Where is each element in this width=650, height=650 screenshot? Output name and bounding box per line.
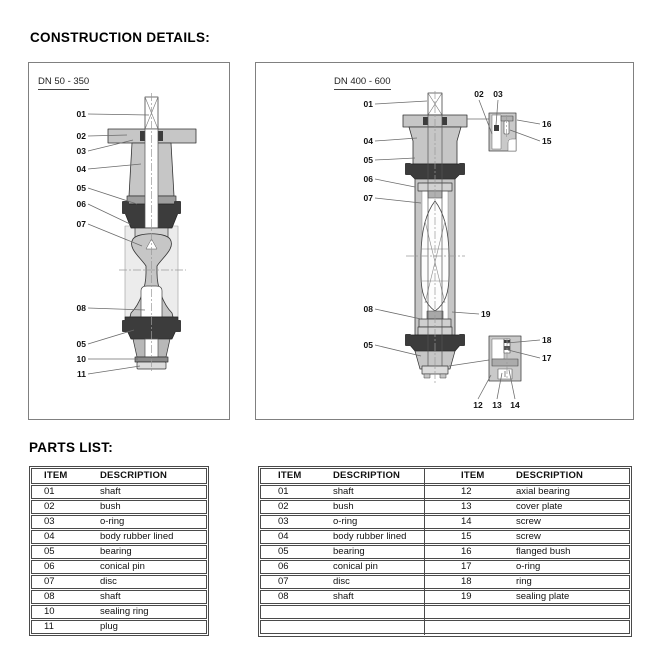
detail-view-bottom: [489, 336, 521, 381]
callout-12: 12: [473, 400, 483, 410]
description-cell: o-ring: [333, 516, 358, 527]
bush-seal: [140, 131, 145, 141]
description-cell: screw: [516, 516, 541, 527]
table-row: [31, 590, 207, 604]
item-cell: 03: [44, 516, 55, 527]
table-row: [31, 530, 207, 544]
range-label-dn50-350: DN 50 - 350: [38, 76, 89, 90]
table-row: [31, 485, 207, 499]
table-row: [260, 620, 630, 634]
item-cell: 08: [278, 591, 289, 602]
parts-table-dn400-600: [258, 466, 632, 637]
callout-08: 08: [363, 304, 373, 314]
description-cell: flanged bush: [516, 546, 571, 557]
description-cell: screw: [516, 531, 541, 542]
item-cell: 12: [461, 486, 472, 497]
description-cell: body rubber lined: [100, 531, 174, 542]
lower-pin-right: [459, 334, 465, 346]
item-cell: 16: [461, 546, 472, 557]
callout-02: 02: [474, 89, 484, 99]
table-row: [31, 620, 207, 634]
callout-leader: [88, 366, 140, 374]
table-row: [31, 605, 207, 619]
diagram-box-dn400-600: [255, 62, 634, 420]
description-cell: disc: [100, 576, 117, 587]
callout-leader: [88, 114, 149, 115]
item-cell: 05: [44, 546, 55, 557]
description-cell: plug: [100, 621, 118, 632]
callout-leader: [375, 179, 415, 187]
callout-06: 06: [76, 199, 86, 209]
item-header: ITEM: [461, 470, 485, 481]
item-cell: 10: [44, 606, 55, 617]
callout-14: 14: [510, 400, 520, 410]
callout-03: 03: [493, 89, 503, 99]
o-ring-detail: [494, 125, 499, 131]
callout-leader: [375, 138, 417, 141]
description-cell: cover plate: [516, 501, 563, 512]
table-row: [260, 530, 630, 544]
table-row: [260, 500, 630, 514]
table-row: [260, 605, 630, 619]
callout-leader: [375, 158, 415, 160]
valve-cross-section: [403, 91, 521, 383]
o-ring-seal: [442, 117, 447, 125]
description-cell: bush: [333, 501, 354, 512]
item-cell: 18: [461, 576, 472, 587]
description-cell: body rubber lined: [333, 531, 407, 542]
table-header-row: [31, 468, 207, 484]
bush-seal: [423, 117, 428, 125]
lower-pin-left: [405, 334, 411, 346]
parts-list-title: PARTS LIST:: [29, 440, 114, 455]
callout-05: 05: [76, 339, 86, 349]
callout-leader: [88, 330, 134, 344]
item-cell: 02: [278, 501, 289, 512]
item-cell: 14: [461, 516, 472, 527]
table-row: [260, 545, 630, 559]
table-row: [31, 545, 207, 559]
cover-plate-detail: [492, 359, 518, 366]
description-cell: bearing: [333, 546, 365, 557]
callout-02: 02: [76, 131, 86, 141]
description-cell: shaft: [333, 591, 354, 602]
callout-17: 17: [542, 353, 552, 363]
lower-pin-right: [174, 320, 181, 332]
description-cell: o-ring: [100, 516, 125, 527]
callout-leader: [375, 101, 427, 104]
conical-pin-right: [459, 163, 465, 175]
callout-leader: [375, 198, 421, 203]
item-cell: 03: [278, 516, 289, 527]
item-cell: 08: [44, 591, 55, 602]
table-row: [31, 500, 207, 514]
valve-drawing-dn50-350: [29, 63, 229, 419]
table-row: [31, 560, 207, 574]
item-cell: 01: [44, 486, 55, 497]
item-cell: 19: [461, 591, 472, 602]
description-cell: conical pin: [333, 561, 378, 572]
callout-05: 05: [76, 183, 86, 193]
callout-19: 19: [481, 309, 491, 319]
table-row: [260, 515, 630, 529]
description-cell: bush: [100, 501, 121, 512]
callout-06: 06: [363, 174, 373, 184]
item-cell: 06: [44, 561, 55, 572]
callout-08: 08: [76, 303, 86, 313]
item-cell: 06: [278, 561, 289, 572]
item-cell: 02: [44, 501, 55, 512]
callout-leader: [517, 120, 540, 124]
table-row: [31, 575, 207, 589]
description-cell: ring: [516, 576, 532, 587]
callout-04: 04: [76, 164, 86, 174]
callout-10: 10: [76, 354, 86, 364]
detail-view-top: [489, 113, 516, 151]
page-title: CONSTRUCTION DETAILS:: [30, 30, 211, 45]
callout-16: 16: [542, 119, 552, 129]
screw-left: [424, 374, 430, 378]
callout-leader: [452, 312, 479, 314]
description-header: DESCRIPTION: [516, 470, 584, 481]
description-header: DESCRIPTION: [333, 470, 401, 481]
table-divider: [424, 468, 425, 635]
item-cell: 04: [44, 531, 55, 542]
item-header: ITEM: [44, 470, 68, 481]
callout-07: 07: [363, 193, 373, 203]
description-cell: conical pin: [100, 561, 145, 572]
callout-01: 01: [363, 99, 373, 109]
description-cell: o-ring: [516, 561, 541, 572]
callout-15: 15: [542, 136, 552, 146]
table-header-row: [260, 468, 630, 484]
item-cell: 17: [461, 561, 472, 572]
callout-01: 01: [76, 109, 86, 119]
callout-leader: [375, 309, 421, 319]
bearing-pocket: [492, 339, 504, 359]
callout-07: 07: [76, 219, 86, 229]
callout-05: 05: [363, 340, 373, 350]
flanged-bush-detail: [501, 116, 513, 121]
conical-pin-left: [122, 201, 129, 214]
item-cell: 01: [278, 486, 289, 497]
table-row: [260, 560, 630, 574]
description-cell: shaft: [333, 486, 354, 497]
conical-pin-left: [405, 163, 411, 175]
lower-pin-left: [122, 320, 129, 332]
callout-05: 05: [363, 155, 373, 165]
item-cell: 07: [44, 576, 55, 587]
description-cell: shaft: [100, 591, 121, 602]
description-header: DESCRIPTION: [100, 470, 168, 481]
callout-leader: [478, 375, 491, 399]
description-cell: disc: [333, 576, 350, 587]
parts-table-dn50-350: [29, 466, 209, 636]
item-cell: 04: [278, 531, 289, 542]
item-cell: 11: [44, 621, 54, 632]
item-header: ITEM: [278, 470, 302, 481]
table-row: [260, 485, 630, 499]
description-cell: shaft: [100, 486, 121, 497]
table-row: [31, 515, 207, 529]
screw-right: [440, 374, 446, 378]
diagram-box-dn50-350: [28, 62, 230, 420]
callout-18: 18: [542, 335, 552, 345]
table-row: [260, 575, 630, 589]
callout-03: 03: [76, 146, 86, 156]
o-ring-seal: [158, 131, 163, 141]
callout-11: 11: [77, 369, 86, 379]
table-row: [260, 590, 630, 604]
conical-pin-right: [174, 201, 181, 214]
description-cell: sealing ring: [100, 606, 149, 617]
valve-drawing-dn400-600: [256, 63, 633, 419]
description-cell: axial bearing: [516, 486, 570, 497]
item-cell: 07: [278, 576, 289, 587]
item-cell: 15: [461, 531, 472, 542]
description-cell: bearing: [100, 546, 132, 557]
item-cell: 05: [278, 546, 289, 557]
description-cell: sealing plate: [516, 591, 570, 602]
item-cell: 13: [461, 501, 472, 512]
range-label-dn400-600: DN 400 - 600: [334, 76, 391, 90]
callout-13: 13: [492, 400, 502, 410]
callout-04: 04: [363, 136, 373, 146]
